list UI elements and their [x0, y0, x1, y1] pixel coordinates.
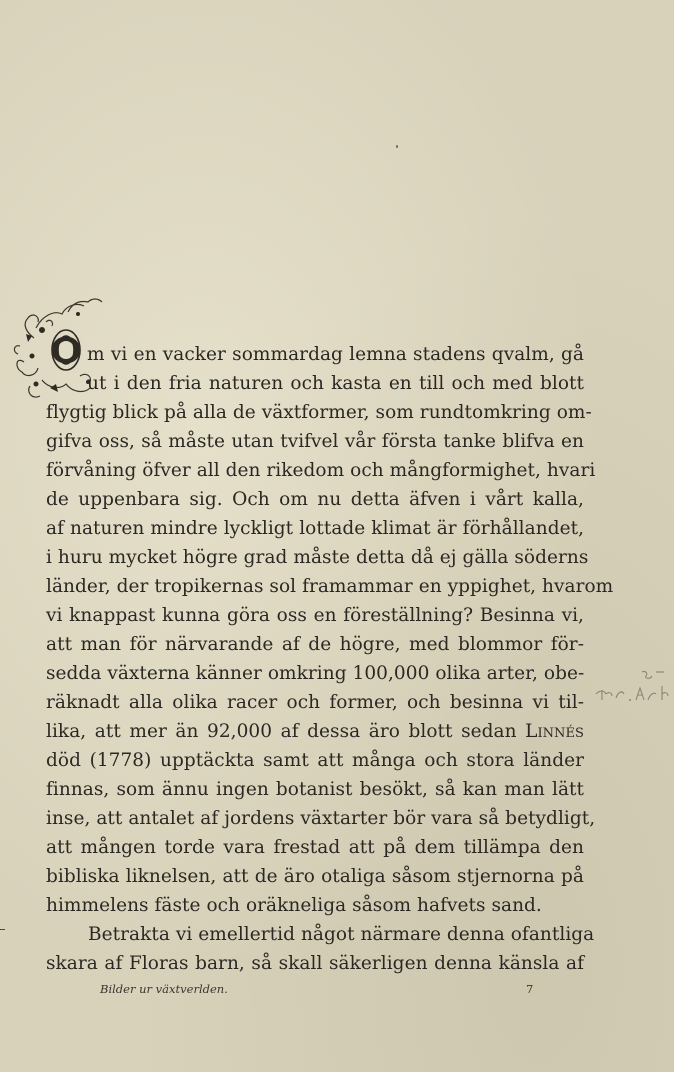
- text-line: bibliska liknelsen, att de äro otaliga såsom stjernorna på: [46, 866, 584, 887]
- text-line: skara af Floras barn, så skall säkerligen denna känsla af: [46, 953, 584, 974]
- text-line: sedda växterna känner omkring 100,000 olika arter, obe-: [46, 663, 585, 684]
- footer-title: Bilder ur växtverlden.: [100, 982, 228, 996]
- linnes-name: Linnés: [525, 721, 584, 742]
- text-line: inse, att antalet af jordens växtarter bör vara så betydligt,: [46, 808, 596, 829]
- text-line: gifva oss, så måste utan tvifvel vår första tanke blifva en: [46, 431, 584, 452]
- text-line: ut i den fria naturen och kasta en till och med blott: [87, 373, 584, 394]
- page-footer: [100, 982, 540, 1002]
- text-line: finnas, som ännu ingen botanist besökt, så kan man lätt: [46, 779, 584, 800]
- text-line: att man för närvarande af de högre, med blommor för-: [46, 634, 584, 655]
- text-line: död (1778) upptäckta samt att många och stora länder: [46, 750, 584, 771]
- handwritten-margin-note: [592, 664, 674, 714]
- text-line: förvåning öfver all den rikedom och mångformighet, hvari: [46, 460, 596, 481]
- text-line: länder, der tropikernas sol framammar en yppighet, hvarom: [46, 576, 614, 597]
- signature-mark: 7: [526, 982, 534, 996]
- text-line: de uppenbara sig. Och om nu detta äfven i vårt kalla,: [46, 489, 584, 510]
- ink-speck: [396, 145, 398, 148]
- text-line-part: lika, att mer än 92,000 af dessa äro blott sedan: [46, 721, 517, 742]
- text-line: räknadt alla olika racer och former, och besinna vi til-: [46, 692, 584, 713]
- text-line: af naturen mindre lyckligt lottade klimat är förhållandet,: [46, 518, 584, 539]
- edge-mark: [0, 929, 5, 930]
- text-line: Betrakta vi emellertid något närmare denna ofantliga: [88, 924, 595, 945]
- text-line: att mången torde vara frestad att på dem tillämpa den: [46, 837, 584, 858]
- text-line: m vi en vacker sommardag lemna stadens qvalm, gå: [87, 344, 584, 365]
- text-line: [46, 717, 584, 746]
- text-line: flygtig blick på alla de växtformer, som rundtomkring om-: [46, 402, 592, 423]
- text-line: i huru mycket högre grad måste detta då ej gälla söderns: [46, 547, 589, 568]
- body-text: [46, 340, 614, 978]
- text-line: vi knappast kunna göra oss en föreställning? Besinna vi,: [46, 605, 584, 626]
- text-line: himmelens fäste och oräkneliga såsom hafvets sand.: [46, 895, 542, 916]
